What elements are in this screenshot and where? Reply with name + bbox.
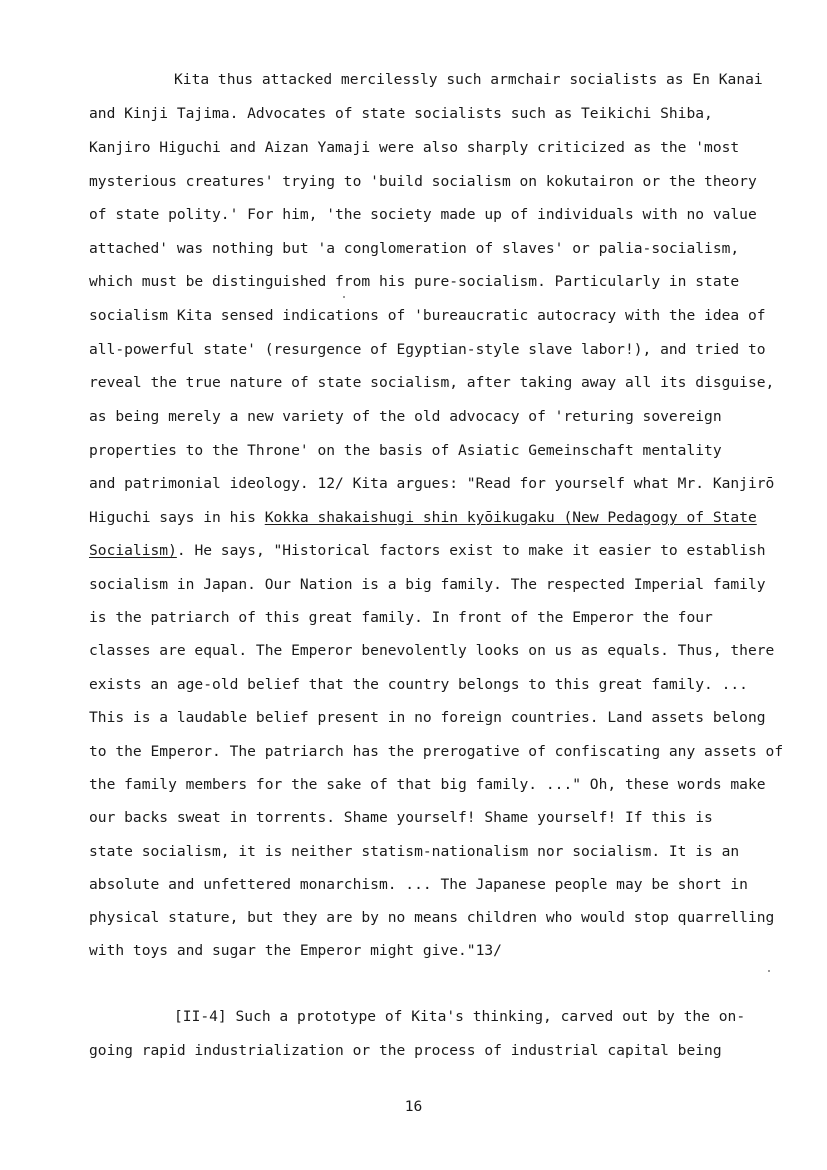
text-line: physical stature, but they are by no means children who would stop quarrelling [89, 909, 775, 926]
text-line: absolute and unfettered monarchism. ... The Japanese people may be short in [89, 876, 748, 893]
book-title-underlined: Socialism) [89, 542, 177, 559]
book-title-underlined: Kokka shakaishugi shin kyōikugaku (New Pedagogy of State [264, 509, 757, 526]
text-line: and patrimonial ideology. 12/ Kita argues: "Read for yourself what Mr. Kanjirō [89, 475, 775, 492]
text-line: which must be distinguished from his pure-socialism. Particularly in state [89, 273, 740, 290]
text-line [89, 509, 757, 527]
scan-speck [768, 970, 770, 972]
text-line [89, 542, 766, 560]
text-line: Kita thus attacked mercilessly such armchair socialists as En Kanai [174, 71, 763, 88]
page-number: 16 [404, 1098, 423, 1115]
text-line: and Kinji Tajima. Advocates of state socialists such as Teikichi Shiba, [89, 105, 713, 122]
text-line: is the patriarch of this great family. In front of the Emperor the four [89, 609, 713, 626]
text-line: properties to the Throne' on the basis of Asiatic Gemeinschaft mentality [89, 442, 722, 459]
text-line: attached' was nothing but 'a conglomeration of slaves' or palia-socialism, [89, 240, 740, 257]
text-line: exists an age-old belief that the country belongs to this great family. ... [89, 676, 748, 693]
text-segment: . He says, "Historical factors exist to make it easier to establish [176, 542, 766, 559]
text-line: going rapid industrialization or the process of industrial capital being [89, 1042, 722, 1059]
text-line: of state polity.' For him, 'the society made up of individuals with no value [89, 206, 757, 223]
scan-speck [343, 296, 345, 298]
text-line: This is a laudable belief present in no foreign countries. Land assets belong [89, 709, 766, 726]
text-line: all-powerful state' (resurgence of Egyptian-style slave labor!), and tried to [89, 341, 766, 358]
text-line: our backs sweat in torrents. Shame yourself! Shame yourself! If this is [89, 809, 713, 826]
text-line: to the Emperor. The patriarch has the prerogative of confiscating any assets of [89, 743, 784, 760]
text-line: socialism in Japan. Our Nation is a big family. The respected Imperial family [89, 576, 766, 593]
text-line: [II-4] Such a prototype of Kita's thinking, carved out by the on- [174, 1008, 746, 1025]
text-line: mysterious creatures' trying to 'build socialism on kokutairon or the theory [89, 173, 757, 190]
text-line: with toys and sugar the Emperor might give."13/ [89, 942, 502, 959]
text-line: as being merely a new variety of the old advocacy of 'returing sovereign [89, 408, 722, 425]
text-line: state socialism, it is neither statism-nationalism nor socialism. It is an [89, 843, 740, 860]
text-line: classes are equal. The Emperor benevolently looks on us as equals. Thus, there [89, 642, 775, 659]
text-line: socialism Kita sensed indications of 'bureaucratic autocracy with the idea of [89, 307, 766, 324]
text-line: Kanjiro Higuchi and Aizan Yamaji were also sharply criticized as the 'most [89, 139, 740, 156]
text-line: the family members for the sake of that big family. ..." Oh, these words make [89, 776, 766, 793]
text-segment: Higuchi says in his [89, 509, 265, 526]
text-line: reveal the true nature of state socialism, after taking away all its disguise, [89, 374, 775, 391]
